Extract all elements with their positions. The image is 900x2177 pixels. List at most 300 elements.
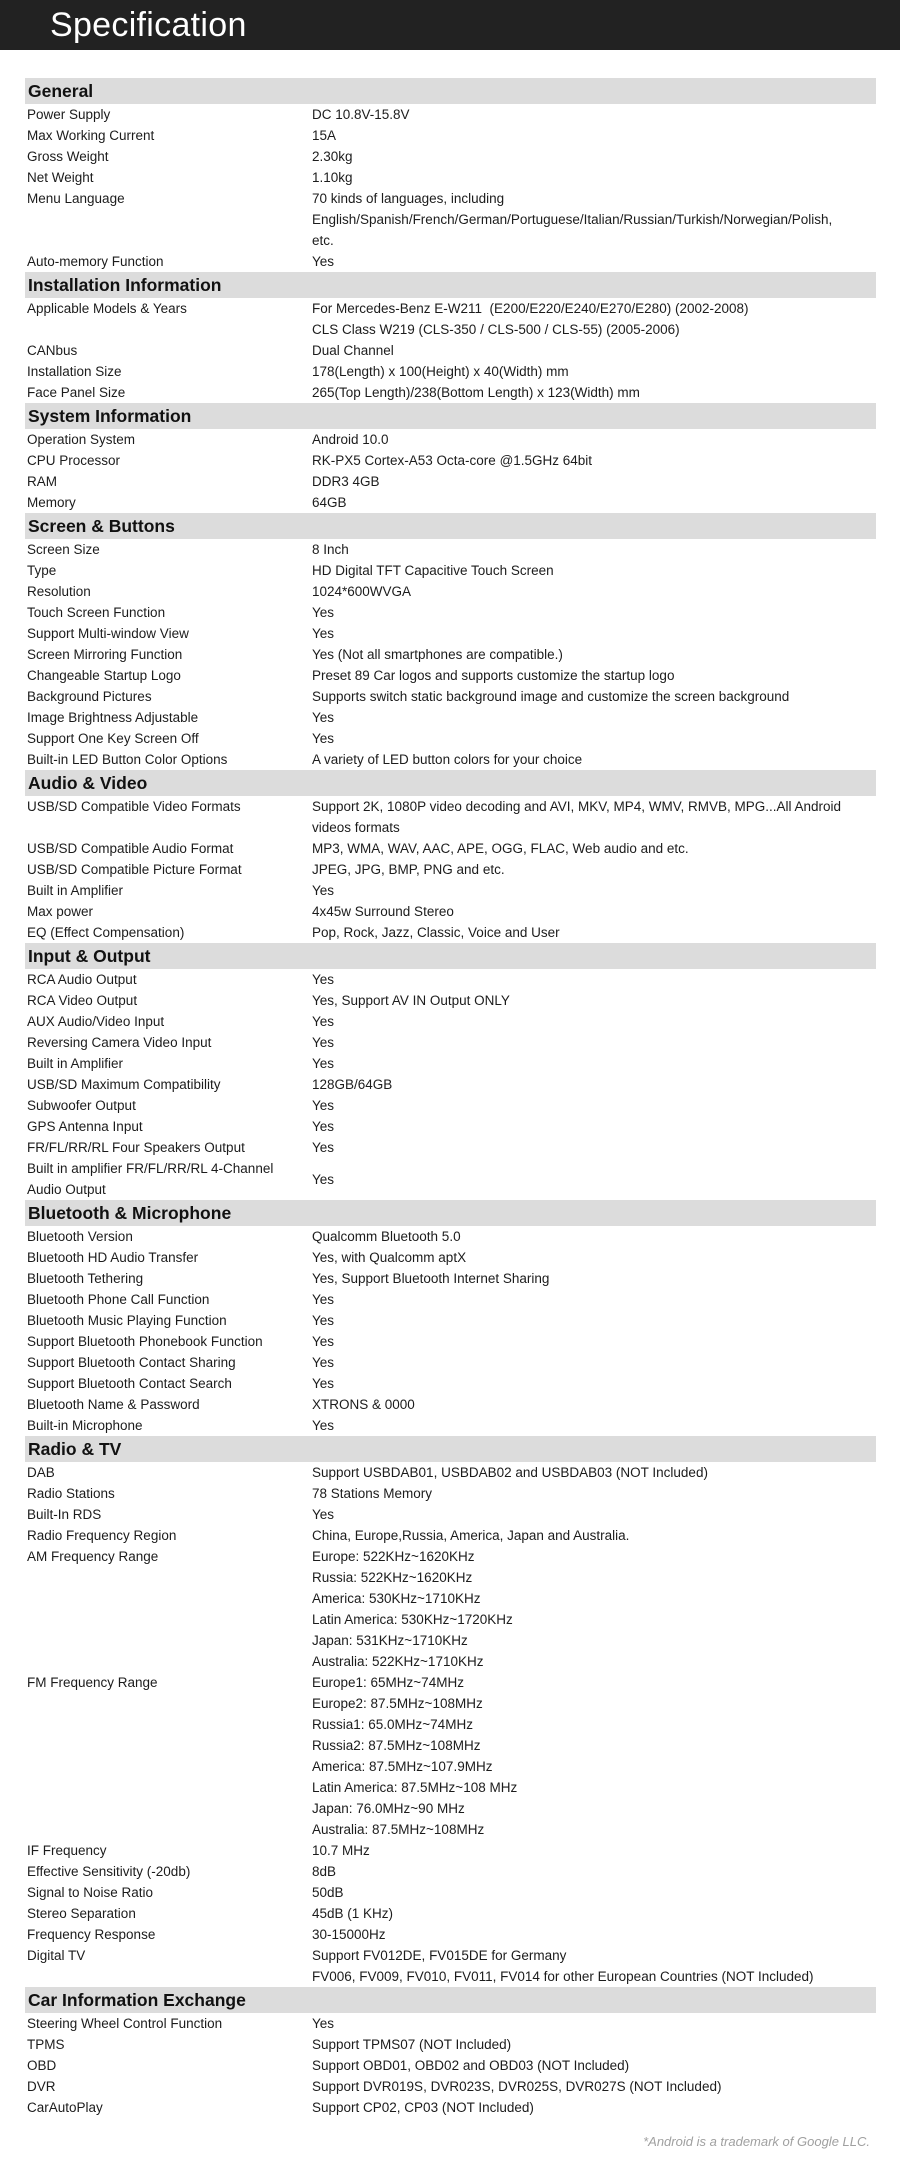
spec-label [25,2055,312,2076]
spec-value [312,2034,876,2055]
spec-label [25,1247,312,1268]
spec-value [312,2097,876,2118]
spec-value-line: Russia1: 65.0MHz~74MHz [312,1717,473,1732]
spec-label [25,1137,312,1158]
spec-value-line: 8dB [312,1864,337,1879]
spec-row [25,1352,876,1373]
spec-value-line: 128GB/64GB [312,1077,393,1092]
spec-row [25,1672,876,1840]
spec-label-line: Installation Size [27,364,122,379]
spec-label [25,602,312,623]
spec-label [25,125,312,146]
spec-value-line: Yes [312,1014,335,1029]
spec-value-line: FV006, FV009, FV010, FV011, FV014 for other European Countries (NOT Included) [312,1969,814,1984]
spec-value [312,2076,876,2097]
spec-label-line: Resolution [27,584,91,599]
spec-label-line: CANbus [27,343,78,358]
spec-section [25,403,876,513]
spec-row [25,1373,876,1394]
spec-row [25,125,876,146]
spec-label-line: Support Bluetooth Phonebook Function [27,1334,263,1349]
spec-label [25,749,312,770]
spec-value [312,1462,876,1483]
spec-row [25,1546,876,1672]
spec-label-line: USB/SD Compatible Video Formats [27,799,241,814]
spec-value-line: Yes [312,1035,335,1050]
spec-row [25,1053,876,1074]
spec-value [312,859,876,880]
spec-value [312,251,876,272]
spec-label [25,728,312,749]
spec-value-line: Yes [312,1507,335,1522]
spec-value [312,686,876,707]
spec-label-line: EQ (Effect Compensation) [27,925,185,940]
spec-value-line: Yes [312,1098,335,1113]
spec-label [25,1032,312,1053]
spec-label-line: Built in amplifier FR/FL/RR/RL 4-Channel [27,1161,274,1176]
spec-label [25,644,312,665]
spec-label-line: Effective Sensitivity (-20db) [27,1864,191,1879]
spec-value [312,644,876,665]
spec-value [312,361,876,382]
spec-label [25,188,312,251]
spec-label [25,1158,312,1200]
spec-row [25,450,876,471]
spec-row [25,2013,876,2034]
spec-label-line: Max Working Current [27,128,155,143]
spec-value-line: 45dB (1 KHz) [312,1906,394,1921]
spec-label-line: Memory [27,495,76,510]
spec-label [25,539,312,560]
spec-value-line: Yes [312,972,335,987]
spec-row [25,1415,876,1436]
spec-row [25,1032,876,1053]
spec-label-line: Bluetooth Name & Password [27,1397,200,1412]
spec-row [25,2097,876,2118]
spec-label-line: Changeable Startup Logo [27,668,181,683]
spec-label-line: Audio Output [27,1182,106,1197]
spec-row [25,665,876,686]
spec-value-line: America: 530KHz~1710KHz [312,1591,481,1606]
spec-value [312,1289,876,1310]
spec-label-line: RCA Audio Output [27,972,137,987]
spec-value [312,382,876,403]
spec-value [312,1331,876,1352]
spec-label-line: Steering Wheel Control Function [27,2016,223,2031]
spec-label [25,1373,312,1394]
spec-label-line: FR/FL/RR/RL Four Speakers Output [27,1140,245,1155]
spec-row [25,1289,876,1310]
spec-value-line: Yes [312,626,335,641]
spec-value-line: Yes (Not all smartphones are compatible.) [312,647,563,662]
spec-label [25,623,312,644]
spec-value [312,1546,876,1672]
spec-value-line: Yes [312,1171,335,1187]
spec-label-line: Support Bluetooth Contact Sharing [27,1355,236,1370]
spec-label [25,880,312,901]
spec-value-line: Yes [312,731,335,746]
spec-value-line: Yes [312,1334,335,1349]
spec-label-line: Signal to Noise Ratio [27,1885,154,1900]
spec-label-line: Support Bluetooth Contact Search [27,1376,232,1391]
spec-label-line: Built-In RDS [27,1507,102,1522]
spec-value-line: Support OBD01, OBD02 and OBD03 (NOT Included) [312,2058,630,2073]
spec-value [312,104,876,125]
spec-value [312,581,876,602]
spec-value-line: 1024*600WVGA [312,584,412,599]
spec-value-line: Yes [312,883,335,898]
spec-value-line: videos formats [312,820,400,835]
spec-value-line: 265(Top Length)/238(Bottom Length) x 123(Width) mm [312,385,640,400]
spec-value [312,707,876,728]
spec-label-line: Bluetooth Version [27,1229,133,1244]
spec-value [312,471,876,492]
spec-label-line: Built in Amplifier [27,883,124,898]
spec-value-line: Support DVR019S, DVR023S, DVR025S, DVR027S (NOT Included) [312,2079,722,2094]
spec-label [25,251,312,272]
spec-value-line: Latin America: 87.5MHz~108 MHz [312,1780,518,1795]
spec-value-line: JPEG, JPG, BMP, PNG and etc. [312,862,505,877]
spec-label-line: IF Frequency [27,1843,107,1858]
spec-label-line: Stereo Separation [27,1906,136,1921]
spec-value-line: Yes [312,605,335,620]
spec-value [312,340,876,361]
spec-label-line: RAM [27,474,57,489]
spec-row [25,581,876,602]
spec-row [25,146,876,167]
spec-table [25,78,876,2118]
spec-value [312,838,876,859]
spec-row [25,1394,876,1415]
spec-value-line: DDR3 4GB [312,474,380,489]
spec-row [25,686,876,707]
spec-label-line: Screen Size [27,542,100,557]
spec-row [25,1525,876,1546]
spec-row [25,429,876,450]
spec-value-line: Australia: 522KHz~1710KHz [312,1654,484,1669]
section-heading: Radio & TV [25,1436,876,1462]
spec-value-line: English/Spanish/French/German/Portuguese/Italian/Russian/Turkish/Norwegian/Polish, [312,212,833,227]
spec-label-line: Net Weight [27,170,94,185]
spec-value-line: Qualcomm Bluetooth 5.0 [312,1229,461,1244]
spec-label [25,665,312,686]
spec-value-line: 64GB [312,495,347,510]
spec-label [25,707,312,728]
spec-label-line: Reversing Camera Video Input [27,1035,212,1050]
spec-row [25,901,876,922]
spec-label-line: Face Panel Size [27,385,126,400]
spec-value [312,429,876,450]
spec-value-line: Android 10.0 [312,432,389,447]
spec-label-line: GPS Antenna Input [27,1119,143,1134]
spec-value [312,188,876,251]
spec-value-line: 2.30kg [312,149,353,164]
spec-label [25,104,312,125]
spec-value-line: Support 2K, 1080P video decoding and AVI, MKV, MP4, WMV, RMVB, MPG...All Android [312,799,842,814]
spec-row [25,880,876,901]
spec-row [25,251,876,272]
spec-value-line: Yes [312,710,335,725]
spec-label [25,450,312,471]
spec-label [25,1053,312,1074]
spec-value [312,1373,876,1394]
spec-value-line: Support USBDAB01, USBDAB02 and USBDAB03 (NOT Included) [312,1465,708,1480]
spec-value-line: Yes, Support Bluetooth Internet Sharing [312,1271,550,1286]
spec-value [312,880,876,901]
spec-value [312,1095,876,1116]
spec-label-line: RCA Video Output [27,993,138,1008]
spec-value-line: Europe2: 87.5MHz~108MHz [312,1696,483,1711]
spec-label [25,1289,312,1310]
spec-section [25,513,876,770]
spec-label [25,1268,312,1289]
spec-label [25,1672,312,1840]
spec-value-line: 4x45w Surround Stereo [312,904,454,919]
spec-value [312,1394,876,1415]
spec-value [312,796,876,838]
spec-label [25,1095,312,1116]
spec-label-line: DVR [27,2079,56,2094]
spec-label-line: USB/SD Compatible Audio Format [27,841,234,856]
spec-label-line: Frequency Response [27,1927,156,1942]
spec-value [312,1525,876,1546]
spec-label [25,1903,312,1924]
section-heading: Audio & Video [25,770,876,796]
spec-label-line: TPMS [27,2037,65,2052]
spec-label [25,1074,312,1095]
spec-label-line: Bluetooth HD Audio Transfer [27,1250,199,1265]
spec-row [25,749,876,770]
spec-label [25,990,312,1011]
spec-label-line: Built in Amplifier [27,1056,124,1071]
spec-value-line: MP3, WMA, WAV, AAC, APE, OGG, FLAC, Web audio and etc. [312,841,689,856]
spec-row [25,361,876,382]
spec-label [25,1546,312,1672]
spec-label [25,1924,312,1945]
spec-value [312,1672,876,1840]
spec-value [312,1504,876,1525]
spec-value-line: Australia: 87.5MHz~108MHz [312,1822,485,1837]
spec-value [312,146,876,167]
spec-label [25,1226,312,1247]
spec-label-line: Radio Frequency Region [27,1528,177,1543]
spec-value [312,560,876,581]
spec-value-line: 10.7 MHz [312,1843,370,1858]
spec-value [312,1352,876,1373]
spec-row [25,1116,876,1137]
spec-value [312,1903,876,1924]
spec-label [25,1011,312,1032]
spec-value-line: Europe: 522KHz~1620KHz [312,1549,475,1564]
spec-label-line: Background Pictures [27,689,152,704]
spec-value-line: Yes [312,254,335,269]
spec-value-line: Japan: 76.0MHz~90 MHz [312,1801,465,1816]
spec-row [25,1226,876,1247]
spec-value [312,1310,876,1331]
spec-row [25,1882,876,1903]
spec-label [25,492,312,513]
spec-value-line: Support TPMS07 (NOT Included) [312,2037,512,2052]
spec-section [25,1436,876,1987]
spec-label-line: DAB [27,1465,55,1480]
spec-value [312,1032,876,1053]
spec-value-line: Yes [312,1355,335,1370]
spec-value-line: Yes [312,2016,335,2031]
spec-value-line: Dual Channel [312,343,394,358]
spec-label [25,361,312,382]
spec-row [25,728,876,749]
spec-row [25,838,876,859]
trademark-footnote: *Android is a trademark of Google LLC. [643,2134,870,2149]
spec-value-line: Yes [312,1418,335,1433]
spec-value-line: Yes [312,1376,335,1391]
spec-row [25,623,876,644]
spec-row [25,471,876,492]
spec-value [312,1116,876,1137]
spec-label [25,1882,312,1903]
spec-row [25,1310,876,1331]
spec-label [25,1945,312,1987]
spec-value-line: CLS Class W219 (CLS-350 / CLS-500 / CLS-55) (2005-2006) [312,322,680,337]
page-header [0,0,900,50]
spec-row [25,539,876,560]
spec-label-line: Max power [27,904,94,919]
spec-value-line: Japan: 531KHz~1710KHz [312,1633,468,1648]
spec-value [312,1924,876,1945]
spec-value-line: Yes, Support AV IN Output ONLY [312,993,510,1008]
spec-label-line: Auto-memory Function [27,254,164,269]
page-title: Specification [50,6,247,44]
spec-section [25,770,876,943]
spec-value [312,1268,876,1289]
spec-value-line: For Mercedes-Benz E-W211 (E200/E220/E240/E270/E280) (2002-2008) [312,301,749,316]
spec-row [25,560,876,581]
spec-label [25,560,312,581]
spec-label [25,859,312,880]
spec-value [312,1074,876,1095]
spec-label-line: Gross Weight [27,149,109,164]
spec-row [25,1331,876,1352]
spec-label [25,1394,312,1415]
spec-value-line: Support FV012DE, FV015DE for Germany [312,1948,567,1963]
section-heading: Input & Output [25,943,876,969]
spec-label-line: Power Supply [27,107,111,122]
spec-value [312,969,876,990]
spec-row [25,167,876,188]
spec-value-line: Latin America: 530KHz~1720KHz [312,1612,513,1627]
spec-value-line: Yes [312,1056,335,1071]
spec-row [25,104,876,125]
spec-label [25,429,312,450]
spec-label-line: AUX Audio/Video Input [27,1014,165,1029]
spec-section [25,78,876,272]
spec-row [25,492,876,513]
spec-value [312,922,876,943]
spec-label-line: Digital TV [27,1948,86,1963]
spec-label [25,901,312,922]
spec-value-line: 30-15000Hz [312,1927,386,1942]
spec-value [312,450,876,471]
spec-label [25,838,312,859]
spec-value-line: RK-PX5 Cortex-A53 Octa-core @1.5GHz 64bit [312,453,593,468]
spec-row [25,1945,876,1987]
spec-row [25,2055,876,2076]
spec-value [312,539,876,560]
spec-row [25,1861,876,1882]
section-heading: General [25,78,876,104]
spec-row [25,1158,876,1200]
spec-value-line: 178(Length) x 100(Height) x 40(Width) mm [312,364,569,379]
spec-value-line: 1.10kg [312,170,353,185]
spec-label [25,1840,312,1861]
spec-row [25,1504,876,1525]
spec-label-line: Image Brightness Adjustable [27,710,199,725]
spec-row [25,922,876,943]
section-heading: Installation Information [25,272,876,298]
spec-label-line: FM Frequency Range [27,1675,158,1690]
spec-value-line: America: 87.5MHz~107.9MHz [312,1759,493,1774]
spec-value [312,1882,876,1903]
spec-label [25,1861,312,1882]
spec-label [25,922,312,943]
spec-label [25,2097,312,2118]
spec-value-line: Preset 89 Car logos and supports customize the startup logo [312,668,675,683]
spec-label-line: Bluetooth Phone Call Function [27,1292,210,1307]
spec-value [312,990,876,1011]
spec-row [25,382,876,403]
spec-value-line: 70 kinds of languages, including [312,191,505,206]
spec-label [25,2013,312,2034]
spec-row [25,1137,876,1158]
spec-label [25,2076,312,2097]
spec-label [25,1116,312,1137]
spec-label-line: USB/SD Maximum Compatibility [27,1077,221,1092]
spec-value-line: Russia2: 87.5MHz~108MHz [312,1738,481,1753]
spec-label [25,581,312,602]
spec-label-line: OBD [27,2058,57,2073]
spec-label [25,1483,312,1504]
spec-label-line: AM Frequency Range [27,1549,159,1564]
spec-label-line: Radio Stations [27,1486,115,1501]
spec-row [25,188,876,251]
spec-value [312,1861,876,1882]
spec-value-line: Supports switch static background image and customize the screen background [312,689,790,704]
spec-row [25,602,876,623]
spec-label [25,1310,312,1331]
spec-value-line: etc. [312,233,334,248]
spec-value [312,1137,876,1158]
section-heading: System Information [25,403,876,429]
spec-label-line: Bluetooth Music Playing Function [27,1313,227,1328]
spec-section [25,272,876,403]
spec-label [25,1415,312,1436]
spec-value [312,1158,876,1200]
spec-label-line: Subwoofer Output [27,1098,136,1113]
spec-label [25,382,312,403]
spec-row [25,1462,876,1483]
spec-label-line: Type [27,563,57,578]
spec-value-line: Yes [312,1140,335,1155]
spec-value [312,1840,876,1861]
spec-section [25,1200,876,1436]
spec-value-line: 15A [312,128,337,143]
spec-value [312,728,876,749]
section-heading: Screen & Buttons [25,513,876,539]
spec-label-line: Applicable Models & Years [27,301,187,316]
spec-value [312,125,876,146]
spec-row [25,1268,876,1289]
spec-row [25,969,876,990]
